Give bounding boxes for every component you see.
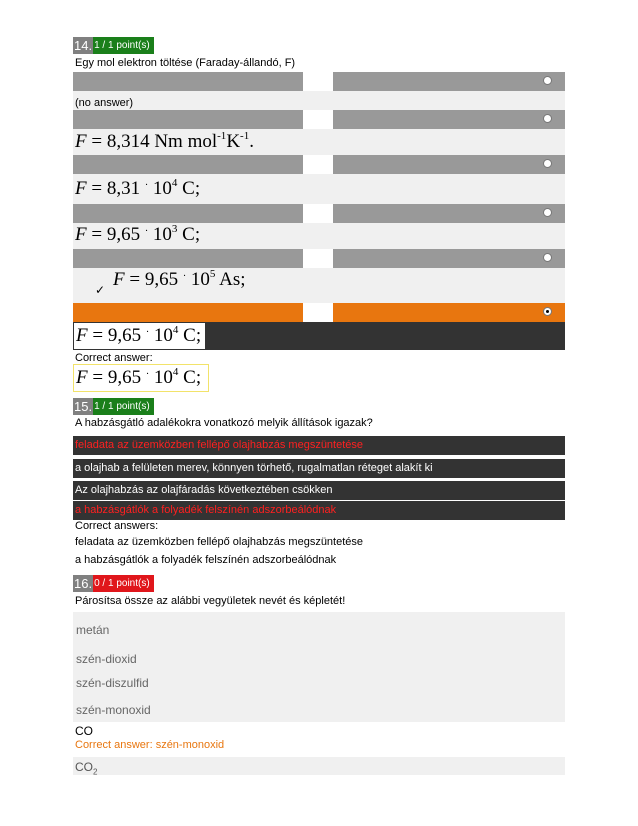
question-text: Egy mol elektron töltése (Faraday-állandó, F) — [75, 57, 296, 69]
question-16-header — [73, 575, 154, 592]
option-bar — [73, 249, 565, 268]
match-name-item[interactable]: szén-dioxid — [73, 648, 565, 672]
question-text: A habzásgátló adalékokra vonatkozó melyik állítások igazak? — [75, 417, 373, 429]
points-badge: 0 / 1 point(s) — [93, 575, 154, 592]
question-number: 16. — [74, 576, 93, 591]
correct-answer-text: Correct answer: szén-monoxid — [75, 739, 225, 751]
question-15-header — [73, 398, 154, 415]
radio-button[interactable] — [543, 159, 552, 168]
answer-row: a olajhab a felületen merev, könnyen törhető, rugalmatlan réteget alakít ki — [73, 459, 565, 478]
formula-option-3: F = 9,65 · $10^3$ C; — [75, 223, 201, 245]
formula-option-5: F = 9,65 · $10^4$ C; — [76, 324, 202, 346]
radio-button[interactable] — [543, 114, 552, 123]
option-bar — [73, 204, 565, 223]
no-answer-label: (no answer) — [75, 97, 134, 109]
answer-row: a habzásgátlók a folyadék felszínén adszorbeálódnak — [73, 501, 565, 520]
correct-answers-label: Correct answers: — [75, 520, 159, 532]
question-14-header — [73, 37, 154, 54]
option-bar — [73, 110, 565, 129]
option-bar — [73, 72, 565, 91]
formula-option-2: F = 8,31 · $10^4$ C; — [75, 177, 201, 199]
correct-answer-item: a habzásgátlók a folyadék felszínén adszorbeálódnak — [75, 554, 337, 566]
answer-row: feladata az üzemközben fellépő olajhabzás megszüntetése — [73, 436, 565, 455]
formula-option-1: F = 8,314 Nm $mol^{-1}K^{-1}$. — [75, 130, 254, 152]
question-text: Párosítsa össze az alábbi vegyületek nevét és képletét! — [75, 595, 346, 607]
answer-row: Az olajhabzás az olajfáradás következtében csökken — [73, 481, 565, 500]
checkmark-icon: ✓ — [95, 283, 106, 297]
question-number: 14. — [74, 38, 93, 53]
radio-button[interactable] — [543, 253, 552, 262]
formula-label: $CO_2$ — [75, 760, 98, 777]
radio-button[interactable] — [543, 208, 552, 217]
match-name-item[interactable]: szén-diszulfid — [73, 672, 565, 696]
formula-label: CO — [75, 724, 93, 738]
radio-button[interactable] — [543, 76, 552, 85]
formula-option-4: F = 9,65 · $10^5$ As; — [113, 268, 246, 290]
points-badge: 1 / 1 point(s) — [93, 398, 154, 415]
selected-option-bar — [73, 303, 565, 322]
correct-answer-item: feladata az üzemközben fellépő olajhabzás megszüntetése — [75, 536, 364, 548]
question-number: 15. — [74, 399, 93, 414]
points-badge: 1 / 1 point(s) — [93, 37, 154, 54]
radio-button-selected[interactable] — [543, 307, 552, 316]
match-name-item[interactable]: szén-monoxid — [73, 696, 565, 722]
option-bar — [73, 155, 565, 174]
correct-answer-formula: F = 9,65 · $10^4$ C; — [76, 366, 202, 388]
match-name-item[interactable]: metán — [73, 612, 565, 648]
correct-answer-label: Correct answer: — [75, 352, 153, 364]
